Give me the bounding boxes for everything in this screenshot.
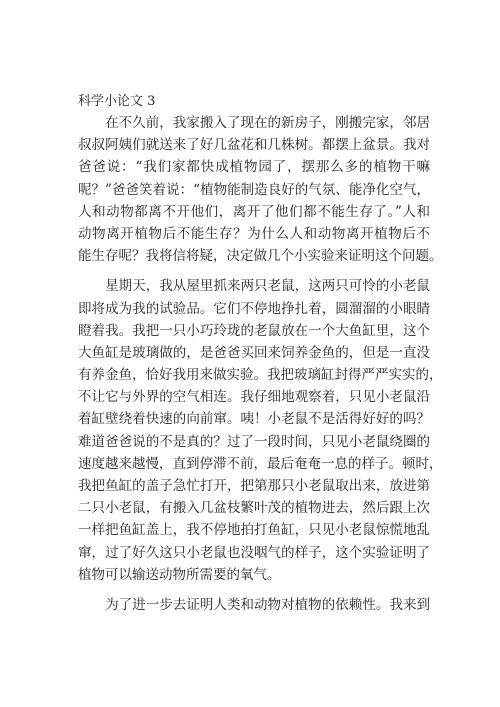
text-line: 着缸壁绕着快速的向前窜。咦！小老鼠不是活得好好的吗？	[78, 411, 430, 428]
paragraph-2	[78, 275, 443, 586]
text-line: 瞪着我。我把一只小巧玲珑的老鼠放在一个大鱼缸里，这个	[78, 322, 430, 339]
text-line: 窜，过了好久这只小老鼠也没咽气的样子，这个实验证明了	[78, 544, 430, 561]
text-line: 大鱼缸是玻璃做的，是爸爸买回来饲养金鱼的，但是一直没	[78, 344, 430, 361]
text-line: 能生存呢？我将信将疑，决定做几个小实验来证明这个问题。	[78, 248, 443, 265]
text-line: 呢？”爸爸笑着说：“植物能制造良好的气氛、能净化空气，	[78, 181, 430, 198]
paragraph-gap	[78, 586, 430, 594]
paragraph-3	[78, 594, 430, 616]
text-line: 即将成为我的试验品。它们不停地挣扎着，圆溜溜的小眼睛	[78, 300, 430, 317]
document-body	[78, 112, 443, 616]
text-line: 动物离开植物后不能生存？为什么人和动物离开植物后不	[78, 225, 430, 242]
text-line: 星期天，我从屋里抓来两只老鼠，这两只可怜的小老鼠	[78, 278, 430, 295]
text-line: 不让它与外界的空气相连。我仔细地观察着，只见小老鼠沿	[78, 389, 430, 406]
text-line: 有养金鱼，恰好我用来做实验。我把玻璃缸封得严严实实的，	[78, 367, 443, 384]
text-line: 在不久前，我家搬入了现在的新房子，刚搬完家，邻居	[78, 115, 430, 131]
text-line: 难道爸爸说的不是真的？过了一段时间，只见小老鼠绕圈的	[78, 433, 430, 450]
paragraph-1	[78, 112, 443, 267]
text-line: 植物可以输送动物所需要的氧气。	[78, 566, 281, 583]
text-line: 人和动物都离不开他们，离开了他们都不能生存了。”人和	[78, 203, 430, 220]
text-line: 二只小老鼠，有搬入几盆枝繁叶茂的植物进去，然后跟上次	[78, 500, 430, 517]
text-line: 我把鱼缸的盖子急忙打开，把第那只小老鼠取出来，放进第	[78, 478, 430, 494]
text-line: 速度越来越慢，直到停滞不前，最后奄奄一息的样子。顿时，	[78, 455, 443, 472]
text-line: 叔叔阿姨们就送来了好几盆花和几株树。都摆上盆景。我对	[78, 137, 430, 154]
text-line: 为了进一步去证明人类和动物对植物的依赖性。我来到	[78, 596, 430, 613]
document-title: 科学小论文 3	[78, 94, 156, 109]
paragraph-gap	[78, 267, 430, 275]
text-line: 一样把鱼缸盖上，我不停地拍打鱼缸，只见小老鼠惊慌地乱	[78, 522, 430, 539]
text-line: 爸爸说：“我们家都快成植物园了，摆那么多的植物干嘛	[78, 159, 430, 176]
